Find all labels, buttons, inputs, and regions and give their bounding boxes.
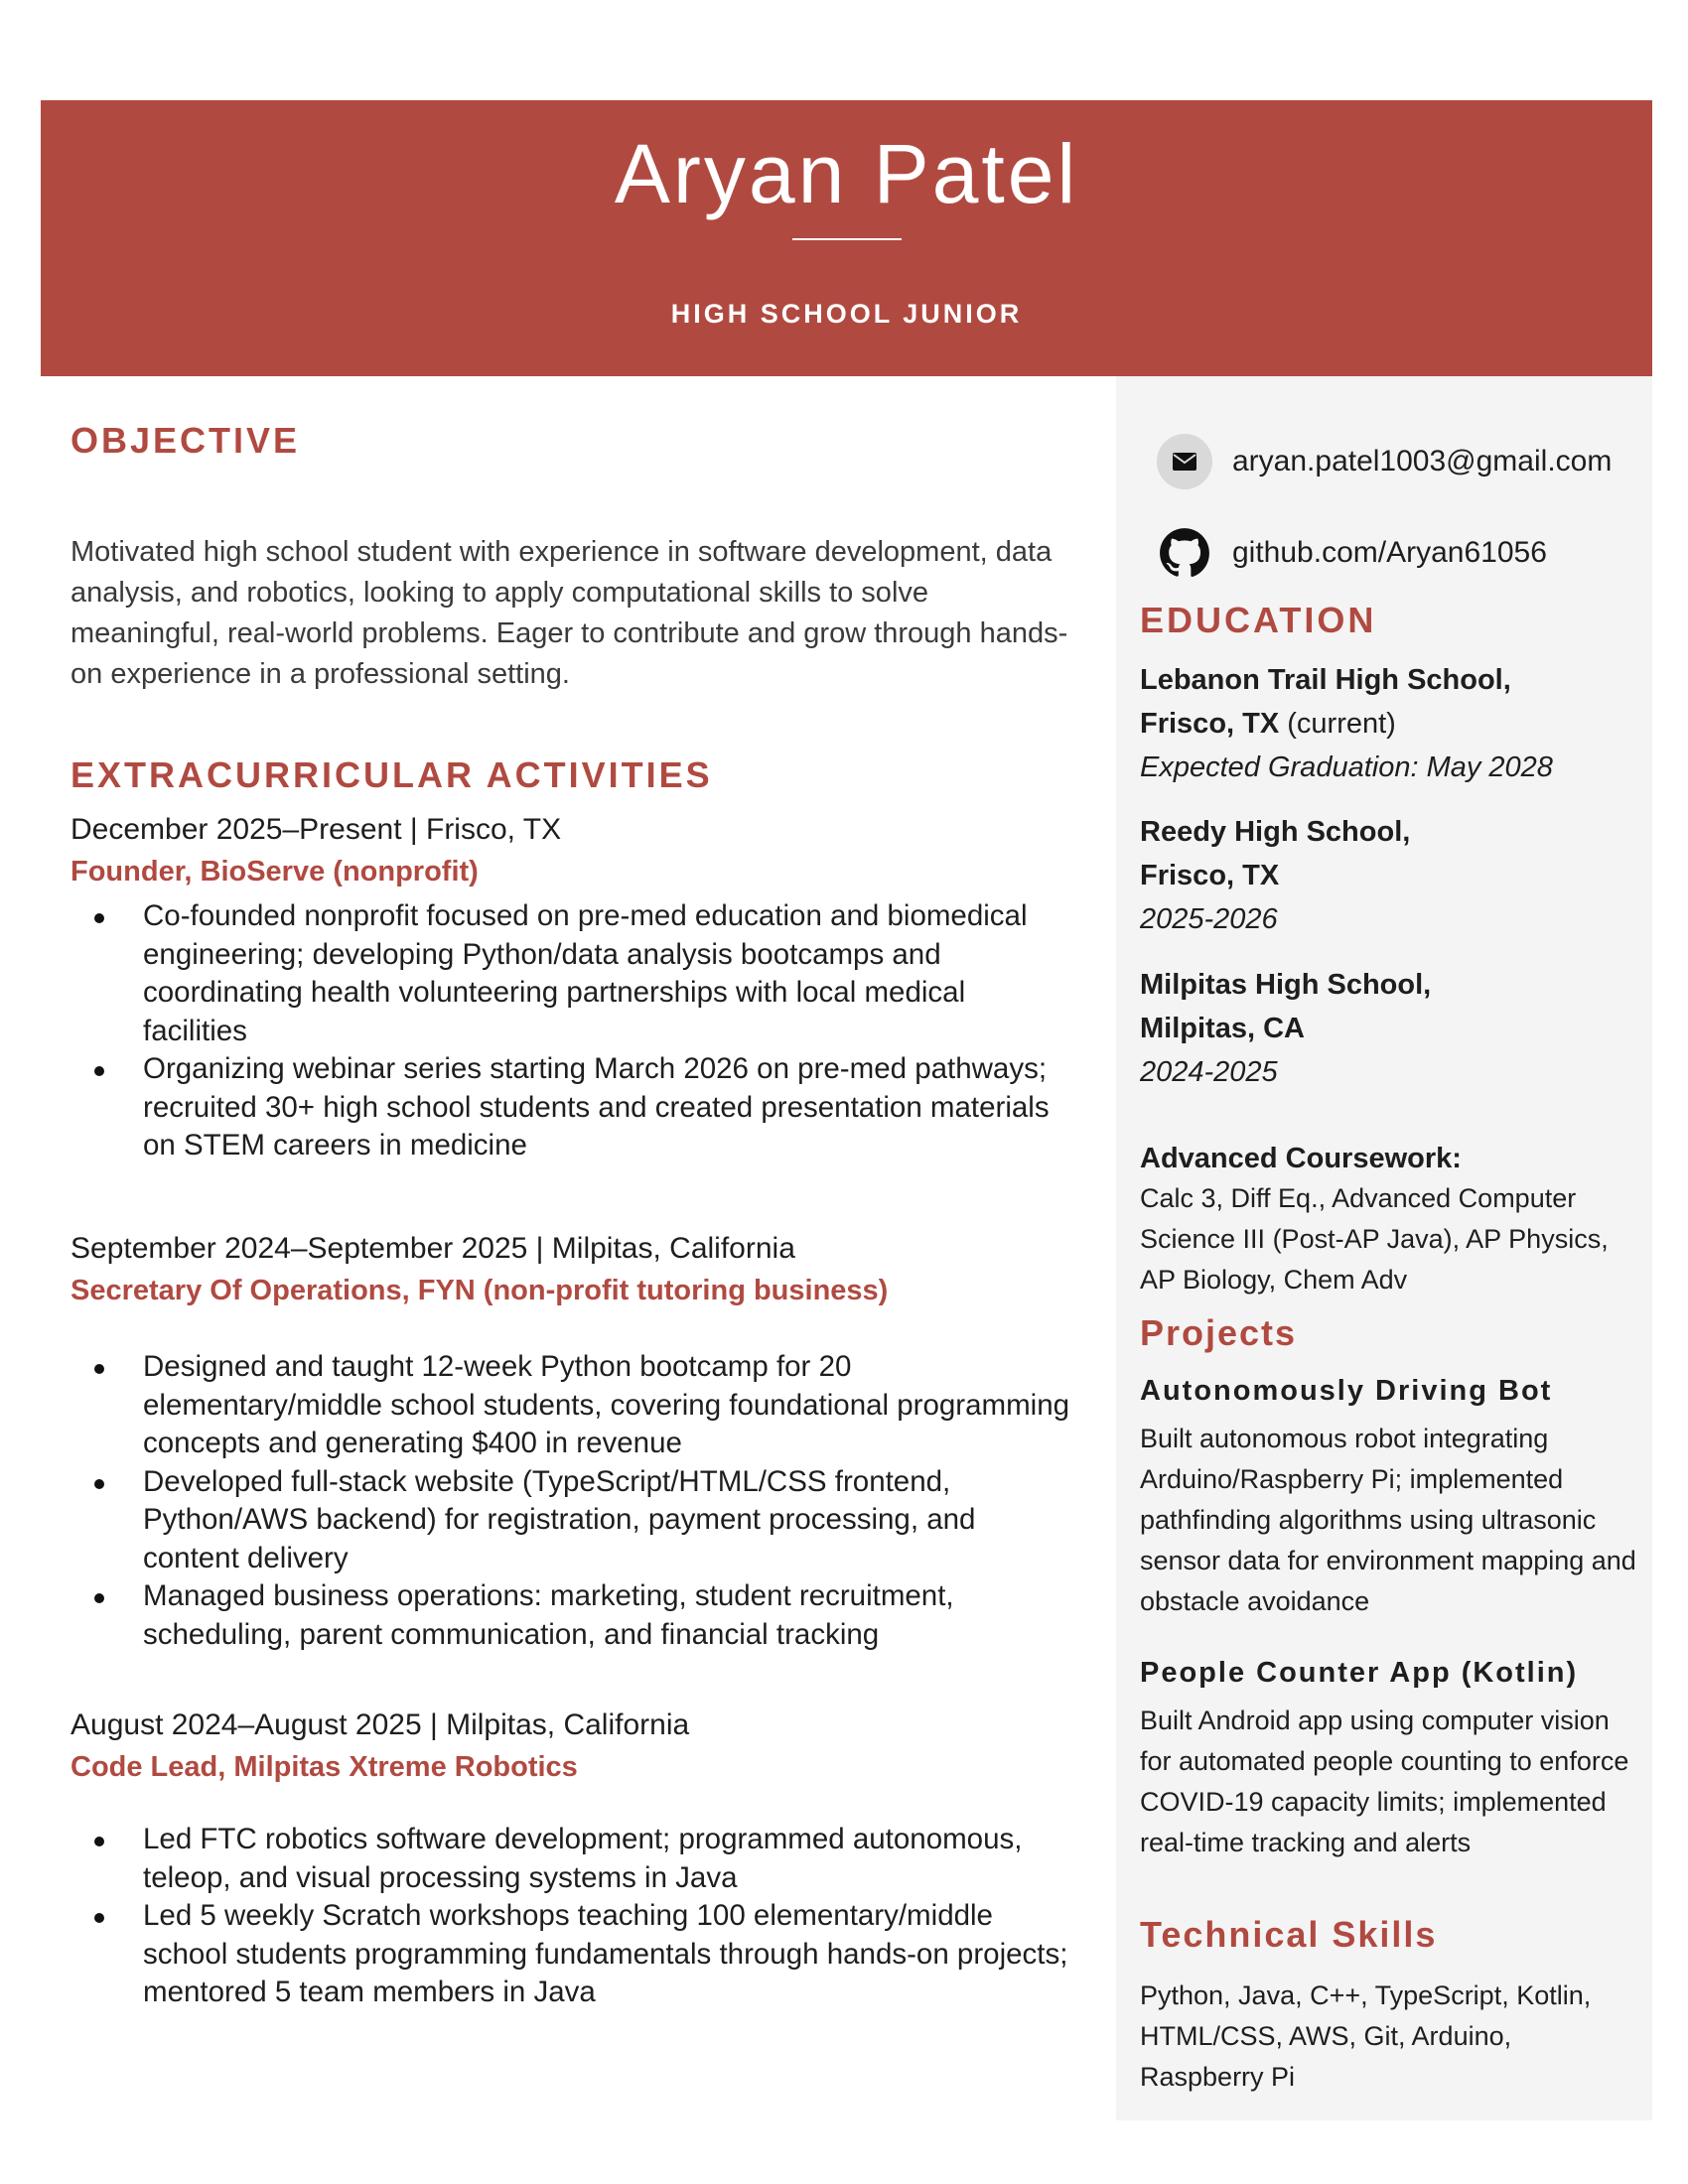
resume-header <box>41 100 1652 376</box>
school-entry <box>1140 963 1636 1094</box>
school-dates: Expected Graduation: May 2028 <box>1140 751 1553 783</box>
activity-role: Secretary Of Operations, FYN (non-profit tutoring business) <box>70 1275 889 1306</box>
header-divider <box>792 238 902 240</box>
activity-entry <box>70 1706 1073 2012</box>
school-location: Frisco, TX <box>1140 708 1280 740</box>
education-heading: EDUCATION <box>1140 600 1377 640</box>
bullet-item <box>70 1821 1073 1897</box>
bullet-text: Managed business operations: marketing, student recruitment, scheduling, parent communication, and financial tracking <box>143 1579 954 1651</box>
bullet-dot <box>94 1066 104 1076</box>
bullet-item <box>70 897 1073 1050</box>
bullet-item <box>70 1577 1073 1654</box>
bullet-text: Led FTC robotics software development; programmed autonomous, teleop, and visual processing systems in Java <box>143 1823 1023 1894</box>
bullet-text: Developed full-stack website (TypeScript/HTML/CSS frontend, Python/AWS backend) for registration, payment processing, and content delivery <box>143 1464 976 1574</box>
activity-bullets <box>70 1348 1073 1654</box>
school-location: Milpitas, CA <box>1140 1013 1305 1044</box>
project-title: People Counter App (Kotlin) <box>1140 1657 1579 1689</box>
school-note: (current) <box>1279 708 1396 740</box>
contact-email[interactable] <box>1157 434 1612 489</box>
school-dates: 2024-2025 <box>1140 1056 1278 1088</box>
bullet-item <box>70 1050 1073 1165</box>
bullet-item <box>70 1463 1073 1578</box>
activity-role: Code Lead, Milpitas Xtreme Robotics <box>70 1751 578 1783</box>
candidate-name: Aryan Patel <box>614 127 1079 220</box>
github-link[interactable]: github.com/Aryan61056 <box>1232 536 1547 569</box>
contact-github[interactable] <box>1157 525 1547 581</box>
project-item <box>1140 1371 1636 1622</box>
skills-heading: Technical Skills <box>1140 1914 1438 1955</box>
school-location: Frisco, TX <box>1140 860 1280 891</box>
bullet-item <box>70 1897 1073 2012</box>
project-desc: Built autonomous robot integrating Arduino/Raspberry Pi; implemented pathfinding algorithms using ultrasonic sensor data for environment mapping and obstacle avoidance <box>1140 1424 1636 1616</box>
activity-entry <box>70 1229 1073 1654</box>
candidate-title: HIGH SCHOOL JUNIOR <box>670 299 1023 329</box>
coursework <box>1140 1139 1636 1300</box>
objective-heading: OBJECTIVE <box>70 420 301 461</box>
activity-role: Founder, BioServe (nonprofit) <box>70 856 479 887</box>
bullet-dot <box>94 1837 104 1846</box>
bullet-text: Led 5 weekly Scratch workshops teaching 100 elementary/middle school students programming fundamentals through hands-on projects; mentored 5 team members in Java <box>143 1899 1068 2008</box>
bullet-dot <box>94 913 104 923</box>
bullet-text: Organizing webinar series starting March 2026 on pre-med pathways; recruited 30+ high school students and created presentation materials on STEM careers in medicine <box>143 1052 1050 1161</box>
project-title: Autonomously Driving Bot <box>1140 1375 1553 1407</box>
school-name: Reedy High School, <box>1140 816 1411 848</box>
skills-text: Python, Java, C++, TypeScript, Kotlin, HTML/CSS, AWS, Git, Arduino, Raspberry Pi <box>1140 1980 1592 2092</box>
bullet-dot <box>94 1593 104 1603</box>
project-desc: Built Android app using computer vision for automated people counting to enforce COVID-19 capacity limits; implemented real-time tracking and alerts <box>1140 1706 1629 1857</box>
projects-heading: Projects <box>1140 1312 1298 1353</box>
school-name: Milpitas High School, <box>1140 969 1432 1001</box>
bullet-dot <box>94 1364 104 1374</box>
activity-entry <box>70 810 1073 1165</box>
project-item <box>1140 1653 1636 1863</box>
school-entry <box>1140 810 1636 941</box>
activity-bullets <box>70 897 1073 1165</box>
extracurricular-heading: EXTRACURRICULAR ACTIVITIES <box>70 754 713 795</box>
email-link[interactable]: aryan.patel1003@gmail.com <box>1232 445 1613 478</box>
bullet-dot <box>94 1479 104 1489</box>
envelope-icon <box>1157 434 1212 489</box>
activity-meta: December 2025–Present | Frisco, TX <box>70 813 562 846</box>
objective-text: Motivated high school student with experience in software development, data analysis, and robotics, looking to apply computational skills to solve meaningful, real-world problems. Eager to contribute and grow through hands-on experience in a professional setting. <box>70 536 1068 690</box>
activity-meta: August 2024–August 2025 | Milpitas, California <box>70 1708 690 1741</box>
bullet-item <box>70 1348 1073 1463</box>
school-entry <box>1140 658 1636 789</box>
bullet-text: Designed and taught 12-week Python bootcamp for 20 elementary/middle school students, covering foundational programming concepts and generating $400 in revenue <box>143 1350 1070 1459</box>
activity-meta: September 2024–September 2025 | Milpitas, California <box>70 1232 795 1265</box>
coursework-text: Calc 3, Diff Eq., Advanced Computer Science III (Post-AP Java), AP Physics, AP Biology, Chem Adv <box>1140 1183 1609 1295</box>
school-dates: 2025-2026 <box>1140 903 1278 935</box>
bullet-dot <box>94 1913 104 1923</box>
github-icon <box>1157 525 1212 581</box>
bullet-text: Co-founded nonprofit focused on pre-med education and biomedical engineering; developing Python/data analysis bootcamps and coordinating health volunteering partnerships with local medical facilities <box>143 899 1028 1047</box>
activity-bullets <box>70 1821 1073 2012</box>
school-name: Lebanon Trail High School, <box>1140 664 1511 696</box>
coursework-label: Advanced Coursework: <box>1140 1143 1462 1174</box>
